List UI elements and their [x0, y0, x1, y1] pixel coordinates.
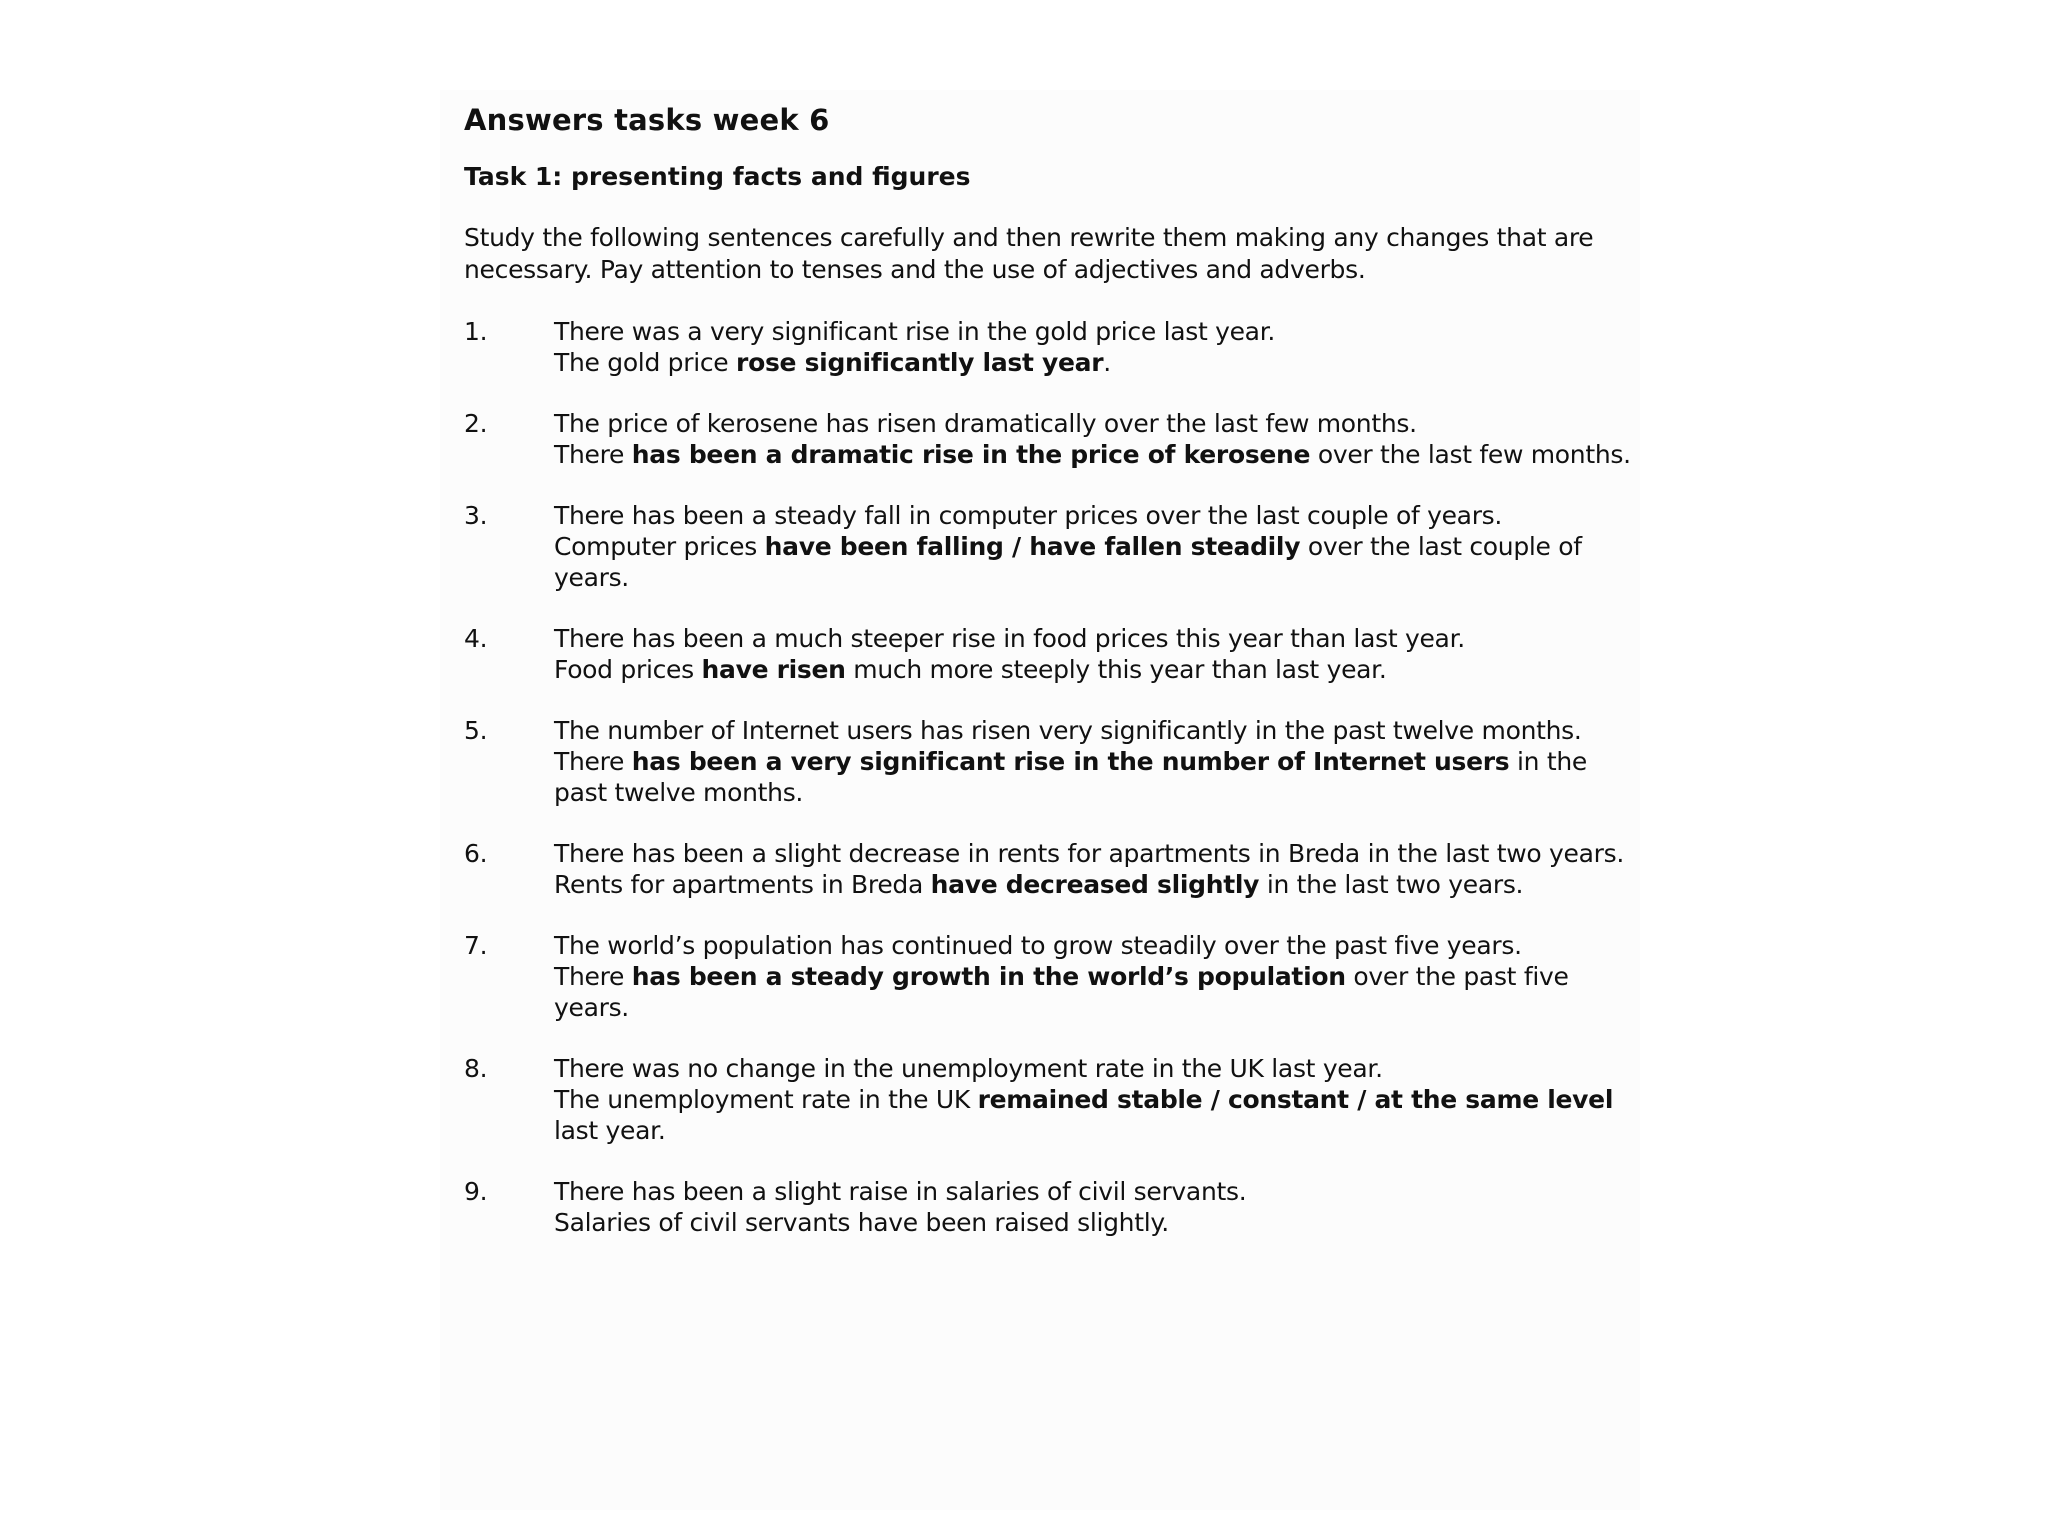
- original-sentence: There was a very significant rise in the gold price last year.: [554, 317, 1276, 346]
- item-body: [554, 1176, 1634, 1238]
- list-item: [464, 500, 1634, 593]
- original-sentence: There has been a steady fall in computer prices over the last couple of years.: [554, 501, 1503, 530]
- answer-text: There: [554, 440, 632, 469]
- page-title: Answers tasks week 6: [464, 103, 830, 137]
- task-instructions: Study the following sentences carefully and then rewrite them making any changes that are necessary. Pay attention to tenses and the use of adjectives and adverbs.: [464, 223, 1594, 284]
- answer-highlight: has been a very significant rise in the number of Internet users: [631, 747, 1510, 776]
- list-item: [464, 408, 1634, 470]
- list-item: [464, 316, 1634, 378]
- item-number: 9.: [464, 1177, 488, 1206]
- item-body: [554, 500, 1634, 593]
- list-item: [464, 930, 1634, 1023]
- answer-text: Food prices: [554, 655, 702, 684]
- item-body: [554, 715, 1634, 808]
- answer-highlight: remained stable / constant / at the same level: [977, 1085, 1614, 1114]
- item-body: [554, 623, 1634, 685]
- item-number: 3.: [464, 501, 488, 530]
- item-body: [554, 316, 1634, 378]
- rewritten-sentence: [554, 869, 1634, 900]
- answer-text: over the last couple of years.: [554, 532, 1582, 592]
- answer-highlight: have been falling / have fallen steadily: [764, 532, 1301, 561]
- answer-text: Rents for apartments in Breda: [554, 870, 931, 899]
- document-content: [464, 90, 1634, 1268]
- item-number: 4.: [464, 624, 488, 653]
- answer-text: over the last few months.: [1310, 440, 1631, 469]
- answer-highlight: has been a steady growth in the world’s population: [631, 962, 1346, 991]
- answer-text: There: [554, 747, 632, 776]
- item-body: [554, 930, 1634, 1023]
- answer-text: The gold price: [554, 348, 737, 377]
- original-sentence: There has been a slight decrease in rents for apartments in Breda in the last two years.: [554, 839, 1624, 868]
- rewritten-sentence: [554, 961, 1634, 1023]
- rewritten-sentence: [554, 654, 1634, 685]
- item-number: 8.: [464, 1054, 488, 1083]
- answer-text: Salaries of civil servants have been raised slightly.: [554, 1208, 1169, 1237]
- answer-text: last year.: [554, 1116, 666, 1145]
- list-item: [464, 838, 1634, 900]
- answer-text: much more steeply this year than last year.: [845, 655, 1387, 684]
- original-sentence: The world’s population has continued to grow steadily over the past five years.: [554, 931, 1522, 960]
- answer-highlight: has been a dramatic rise in the price of kerosene: [631, 440, 1311, 469]
- item-body: [554, 408, 1634, 470]
- answer-highlight: rose significantly last year: [736, 348, 1104, 377]
- list-item: [464, 1053, 1634, 1146]
- task-heading: Task 1: presenting facts and figures: [464, 162, 971, 191]
- item-number: 2.: [464, 409, 488, 438]
- item-number: 5.: [464, 716, 488, 745]
- answer-text: in the last two years.: [1259, 870, 1524, 899]
- item-body: [554, 838, 1634, 900]
- original-sentence: There was no change in the unemployment rate in the UK last year.: [554, 1054, 1383, 1083]
- item-number: 1.: [464, 317, 488, 346]
- rewritten-sentence: [554, 1084, 1634, 1146]
- original-sentence: There has been a slight raise in salaries of civil servants.: [554, 1177, 1247, 1206]
- document-page: [440, 90, 1640, 1510]
- answer-text: Computer prices: [554, 532, 765, 561]
- rewritten-sentence: [554, 439, 1634, 470]
- item-body: [554, 1053, 1634, 1146]
- answer-highlight: have risen: [701, 655, 846, 684]
- original-sentence: There has been a much steeper rise in food prices this year than last year.: [554, 624, 1465, 653]
- answer-list: [464, 316, 1634, 1238]
- list-item: [464, 715, 1634, 808]
- original-sentence: The price of kerosene has risen dramatically over the last few months.: [554, 409, 1417, 438]
- answer-highlight: have decreased slightly: [930, 870, 1260, 899]
- answer-text: in the past twelve months.: [554, 747, 1587, 807]
- rewritten-sentence: [554, 1207, 1634, 1238]
- list-item: [464, 623, 1634, 685]
- answer-text: There: [554, 962, 632, 991]
- list-item: [464, 1176, 1634, 1238]
- answer-text: The unemployment rate in the UK: [554, 1085, 978, 1114]
- item-number: 7.: [464, 931, 488, 960]
- rewritten-sentence: [554, 347, 1634, 378]
- answer-text: .: [1103, 348, 1111, 377]
- rewritten-sentence: [554, 746, 1634, 808]
- original-sentence: The number of Internet users has risen very significantly in the past twelve months.: [554, 716, 1582, 745]
- rewritten-sentence: [554, 531, 1634, 593]
- item-number: 6.: [464, 839, 488, 868]
- answer-text: over the past five years.: [554, 962, 1569, 1022]
